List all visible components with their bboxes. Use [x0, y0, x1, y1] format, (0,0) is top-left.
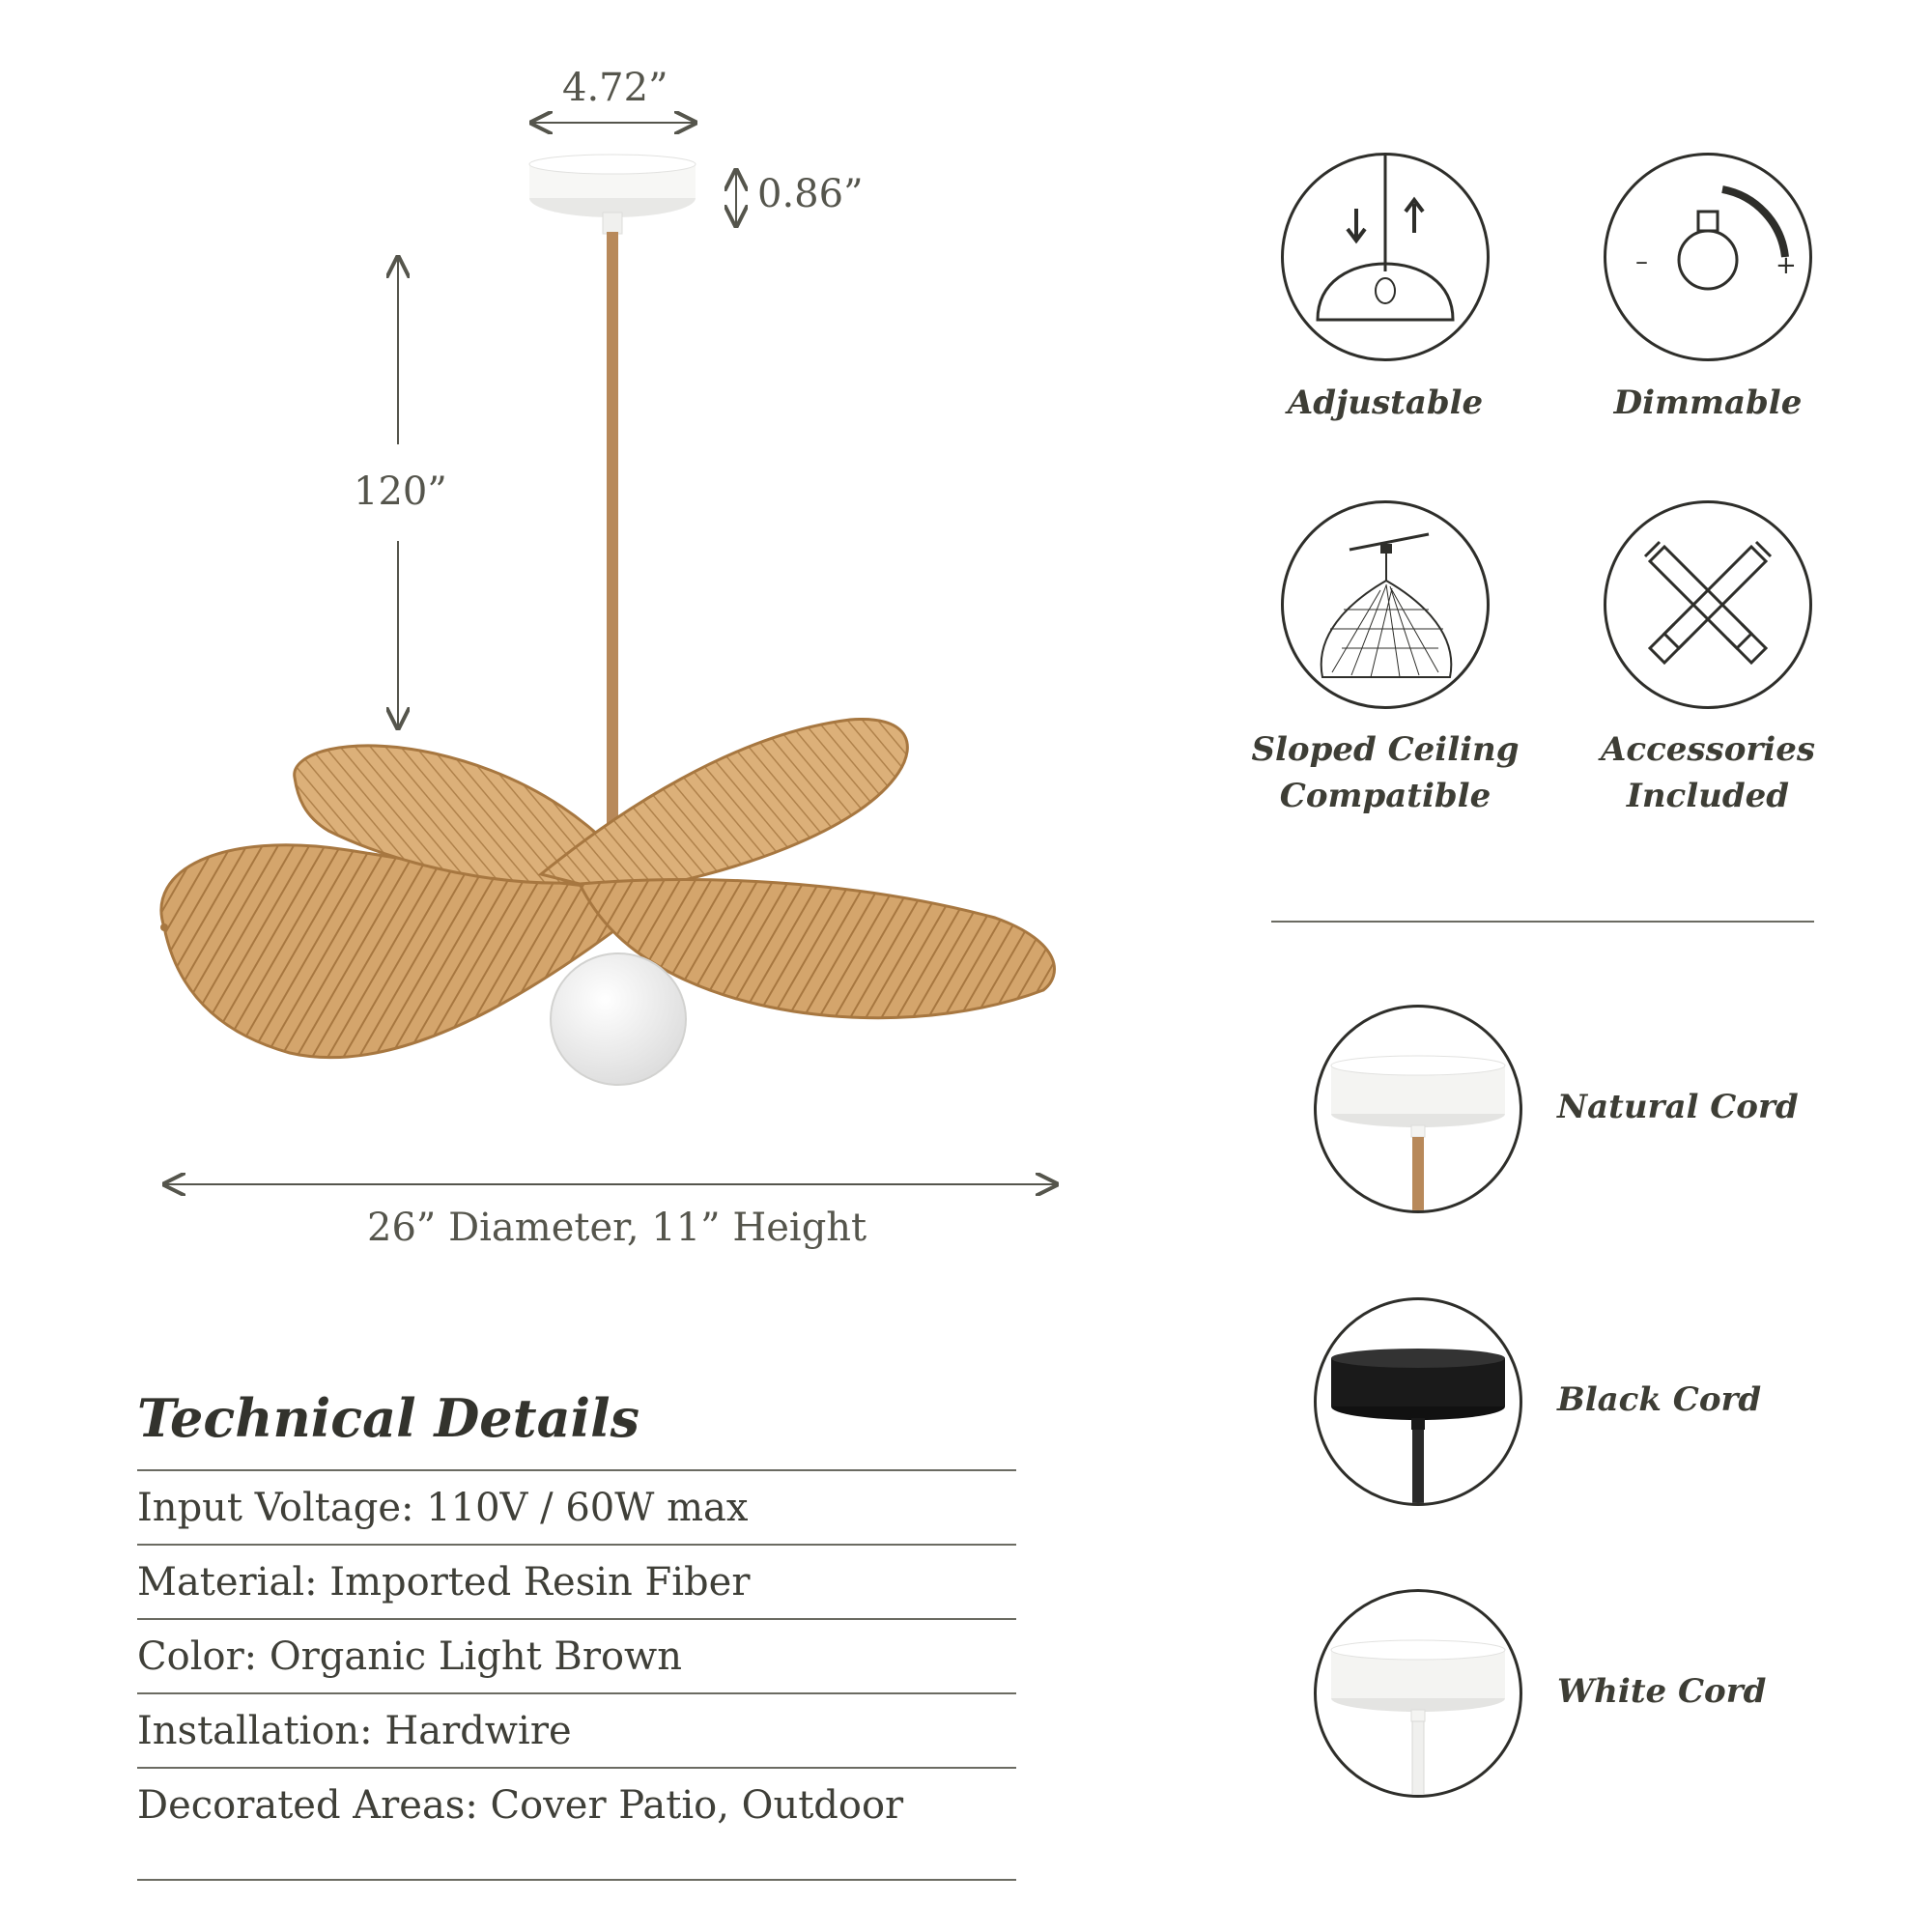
white-cord-label: White Cord — [1557, 1672, 1767, 1711]
feature-label-sloped-ceiling-line1: Sloped Ceiling — [1251, 730, 1520, 769]
natural-cord — [607, 232, 618, 850]
tech-row-installation-text: Installation: Hardwire — [137, 1709, 572, 1753]
technical-details-title: Technical Details — [137, 1387, 639, 1449]
feature-label-accessories-line2: Included — [1626, 777, 1790, 815]
svg-text:+: + — [1776, 251, 1797, 280]
canopy-height-label: 0.86” — [757, 172, 864, 216]
dimmable-icon-circle — [1604, 153, 1812, 361]
dimmable-bulb-icon — [1606, 156, 1809, 358]
white-cord-swatch — [1314, 1589, 1522, 1798]
feature-label-accessories-line1: Accessories — [1601, 730, 1815, 769]
pendant-light-illustration — [0, 0, 1101, 1275]
section-divider — [1271, 921, 1814, 923]
globe-bulb — [551, 953, 686, 1085]
tech-row-material — [137, 1544, 1016, 1618]
feature-label-sloped-ceiling — [1240, 726, 1530, 819]
feature-label-dimmable: Dimmable — [1613, 384, 1803, 422]
accessories-icon-circle — [1604, 500, 1812, 709]
black-cord-canopy-icon — [1317, 1300, 1520, 1503]
tech-row-decorated-areas-text: Decorated Areas: Cover Patio, Outdoor — [137, 1783, 904, 1828]
tech-row-voltage — [137, 1469, 1016, 1544]
tech-row-color — [137, 1618, 1016, 1692]
tech-row-decorated-areas — [137, 1767, 1016, 1841]
black-cord-swatch — [1314, 1297, 1522, 1506]
crossed-tools-icon — [1606, 503, 1809, 706]
feature-label-adjustable: Adjustable — [1287, 384, 1484, 422]
ceiling-canopy — [529, 155, 696, 234]
natural-cord-label: Natural Cord — [1557, 1088, 1799, 1126]
cord-length-label: 120” — [354, 469, 447, 514]
tech-table-bottom-rule — [137, 1879, 1016, 1881]
white-cord-canopy-icon — [1317, 1592, 1520, 1795]
feature-label-sloped-ceiling-line2: Compatible — [1279, 777, 1492, 815]
tech-row-voltage-text: Input Voltage: 110V / 60W max — [137, 1486, 749, 1530]
svg-text:–: – — [1635, 247, 1648, 276]
adjustable-icon-circle — [1281, 153, 1490, 361]
black-cord-label: Black Cord — [1557, 1380, 1762, 1419]
natural-cord-canopy-icon — [1317, 1008, 1520, 1210]
canopy-width-label: 4.72” — [562, 66, 668, 110]
adjustable-height-icon — [1284, 156, 1487, 358]
shade-size-label: 26” Diameter, 11” Height — [367, 1206, 867, 1250]
sloped-ceiling-icon-circle — [1281, 500, 1490, 709]
tech-row-color-text: Color: Organic Light Brown — [137, 1634, 683, 1679]
tech-row-material-text: Material: Imported Resin Fiber — [137, 1560, 751, 1605]
tech-row-installation — [137, 1692, 1016, 1767]
feature-label-accessories — [1563, 726, 1853, 819]
natural-cord-swatch — [1314, 1005, 1522, 1213]
sloped-ceiling-icon — [1284, 503, 1487, 706]
